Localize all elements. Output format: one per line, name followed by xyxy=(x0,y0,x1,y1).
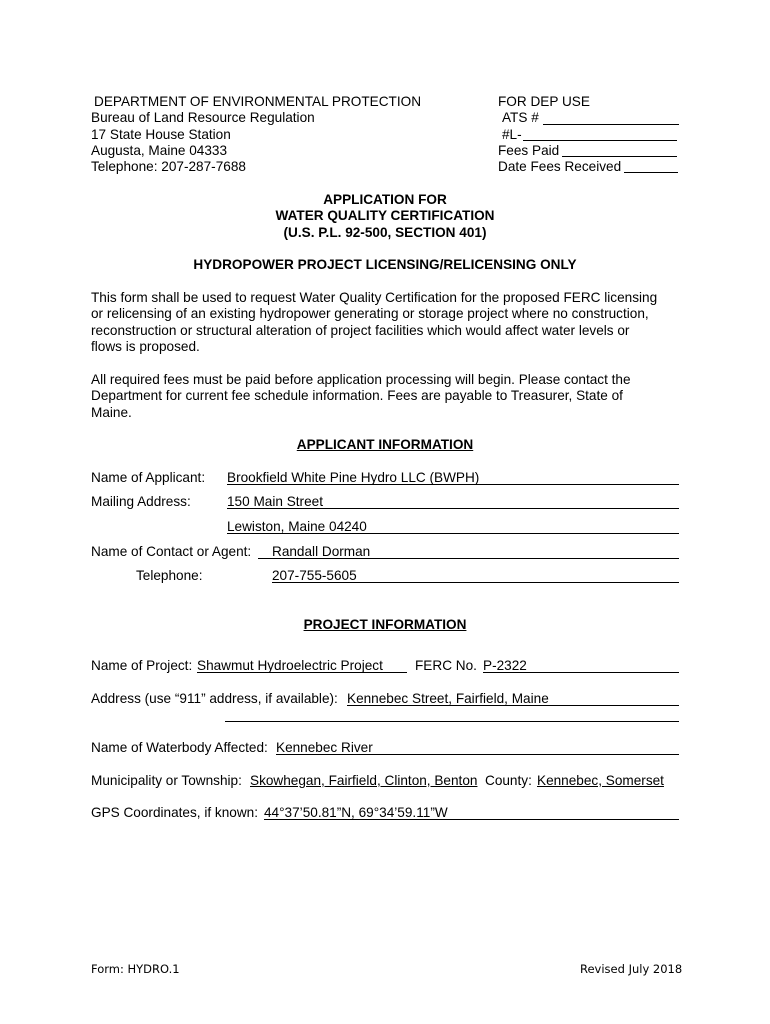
title-line-3: (U.S. P.L. 92-500, SECTION 401) xyxy=(283,225,487,240)
fees-paid-label: Fees Paid xyxy=(498,143,560,158)
intro-paragraph-1: This form shall be used to request Water Quality Certification for the proposed FERC licensing or relicensing of an existing hydropower generating or storage project where no construction, reconstruction or structural alteration of project facilities which would affect water levels or flows is proposed. xyxy=(91,290,658,354)
date-fees-label: Date Fees Received xyxy=(498,159,622,174)
department-name: DEPARTMENT OF ENVIRONMENTAL PROTECTION xyxy=(94,94,422,109)
applicant-name-value[interactable]: Brookfield White Pine Hydro LLC (BWPH) xyxy=(227,470,480,485)
county-label: County: xyxy=(485,773,532,788)
mailing-address-label: Mailing Address: xyxy=(91,494,191,509)
telephone-value[interactable]: 207-755-5605 xyxy=(272,568,357,583)
date-fees-field[interactable] xyxy=(624,172,678,173)
contact-label: Name of Contact or Agent: xyxy=(91,544,252,559)
project-address-label: Address (use “911” address, if available): xyxy=(91,691,338,706)
ferc-line xyxy=(483,672,679,673)
street-address: 17 State House Station xyxy=(91,127,231,142)
gps-line xyxy=(264,819,679,820)
bureau-name: Bureau of Land Resource Regulation xyxy=(91,110,315,125)
ferc-label: FERC No. xyxy=(415,658,477,673)
dep-use-label: FOR DEP USE xyxy=(498,94,590,109)
project-name-label: Name of Project: xyxy=(91,658,193,673)
gps-value[interactable]: 44°37’50.81”N, 69°34’59.11”W xyxy=(264,805,448,820)
mailing-address-line-1 xyxy=(227,508,679,509)
project-address-value[interactable]: Kennebec Street, Fairfield, Maine xyxy=(347,691,549,706)
ferc-value[interactable]: P-2322 xyxy=(483,658,527,673)
intro-paragraph-2: All required fees must be paid before application processing will begin. Please contact the Department for current fee schedule information. Fees are payable to Treasurer, State of Maine. xyxy=(91,372,631,420)
mailing-address-value-2[interactable]: Lewiston, Maine 04240 xyxy=(227,519,367,534)
waterbody-label: Name of Waterbody Affected: xyxy=(91,740,268,755)
telephone: Telephone: 207-287-7688 xyxy=(91,159,246,174)
county-value[interactable]: Kennebec, Somerset xyxy=(537,773,664,788)
fees-paid-field[interactable] xyxy=(562,156,677,157)
l-label: #L- xyxy=(502,127,522,142)
project-address-line-1 xyxy=(347,705,679,706)
subtitle: HYDROPOWER PROJECT LICENSING/RELICENSING ONLY xyxy=(193,257,577,272)
mailing-address-value-1[interactable]: 150 Main Street xyxy=(227,494,323,509)
project-name-line xyxy=(197,672,407,673)
waterbody-value[interactable]: Kennebec River xyxy=(276,740,373,755)
city-address: Augusta, Maine 04333 xyxy=(91,143,228,158)
contact-value[interactable]: Randall Dorman xyxy=(272,544,371,559)
title-line-1: APPLICATION FOR xyxy=(323,192,447,207)
applicant-name-line xyxy=(227,484,679,485)
municipality-label: Municipality or Township: xyxy=(91,773,242,788)
telephone-label: Telephone: xyxy=(136,568,203,583)
waterbody-line xyxy=(276,754,679,755)
ats-label: ATS # xyxy=(502,110,539,125)
l-field[interactable] xyxy=(523,140,677,141)
applicant-heading: APPLICANT INFORMATION xyxy=(296,437,474,452)
municipality-value[interactable]: Skowhegan, Fairfield, Clinton, Benton xyxy=(250,773,478,788)
project-heading: PROJECT INFORMATION xyxy=(303,617,467,632)
gps-label: GPS Coordinates, if known: xyxy=(91,805,258,820)
form-number: Form: HYDRO.1 xyxy=(91,962,180,976)
mailing-address-line-2 xyxy=(227,533,679,534)
applicant-name-label: Name of Applicant: xyxy=(91,470,206,485)
contact-line xyxy=(258,558,679,559)
revision-date: Revised July 2018 xyxy=(580,962,683,976)
ats-field[interactable] xyxy=(543,124,679,125)
project-address-line-2[interactable] xyxy=(225,721,679,722)
title-line-2: WATER QUALITY CERTIFICATION xyxy=(275,208,495,223)
telephone-line xyxy=(272,582,679,583)
project-name-value[interactable]: Shawmut Hydroelectric Project xyxy=(197,658,383,673)
